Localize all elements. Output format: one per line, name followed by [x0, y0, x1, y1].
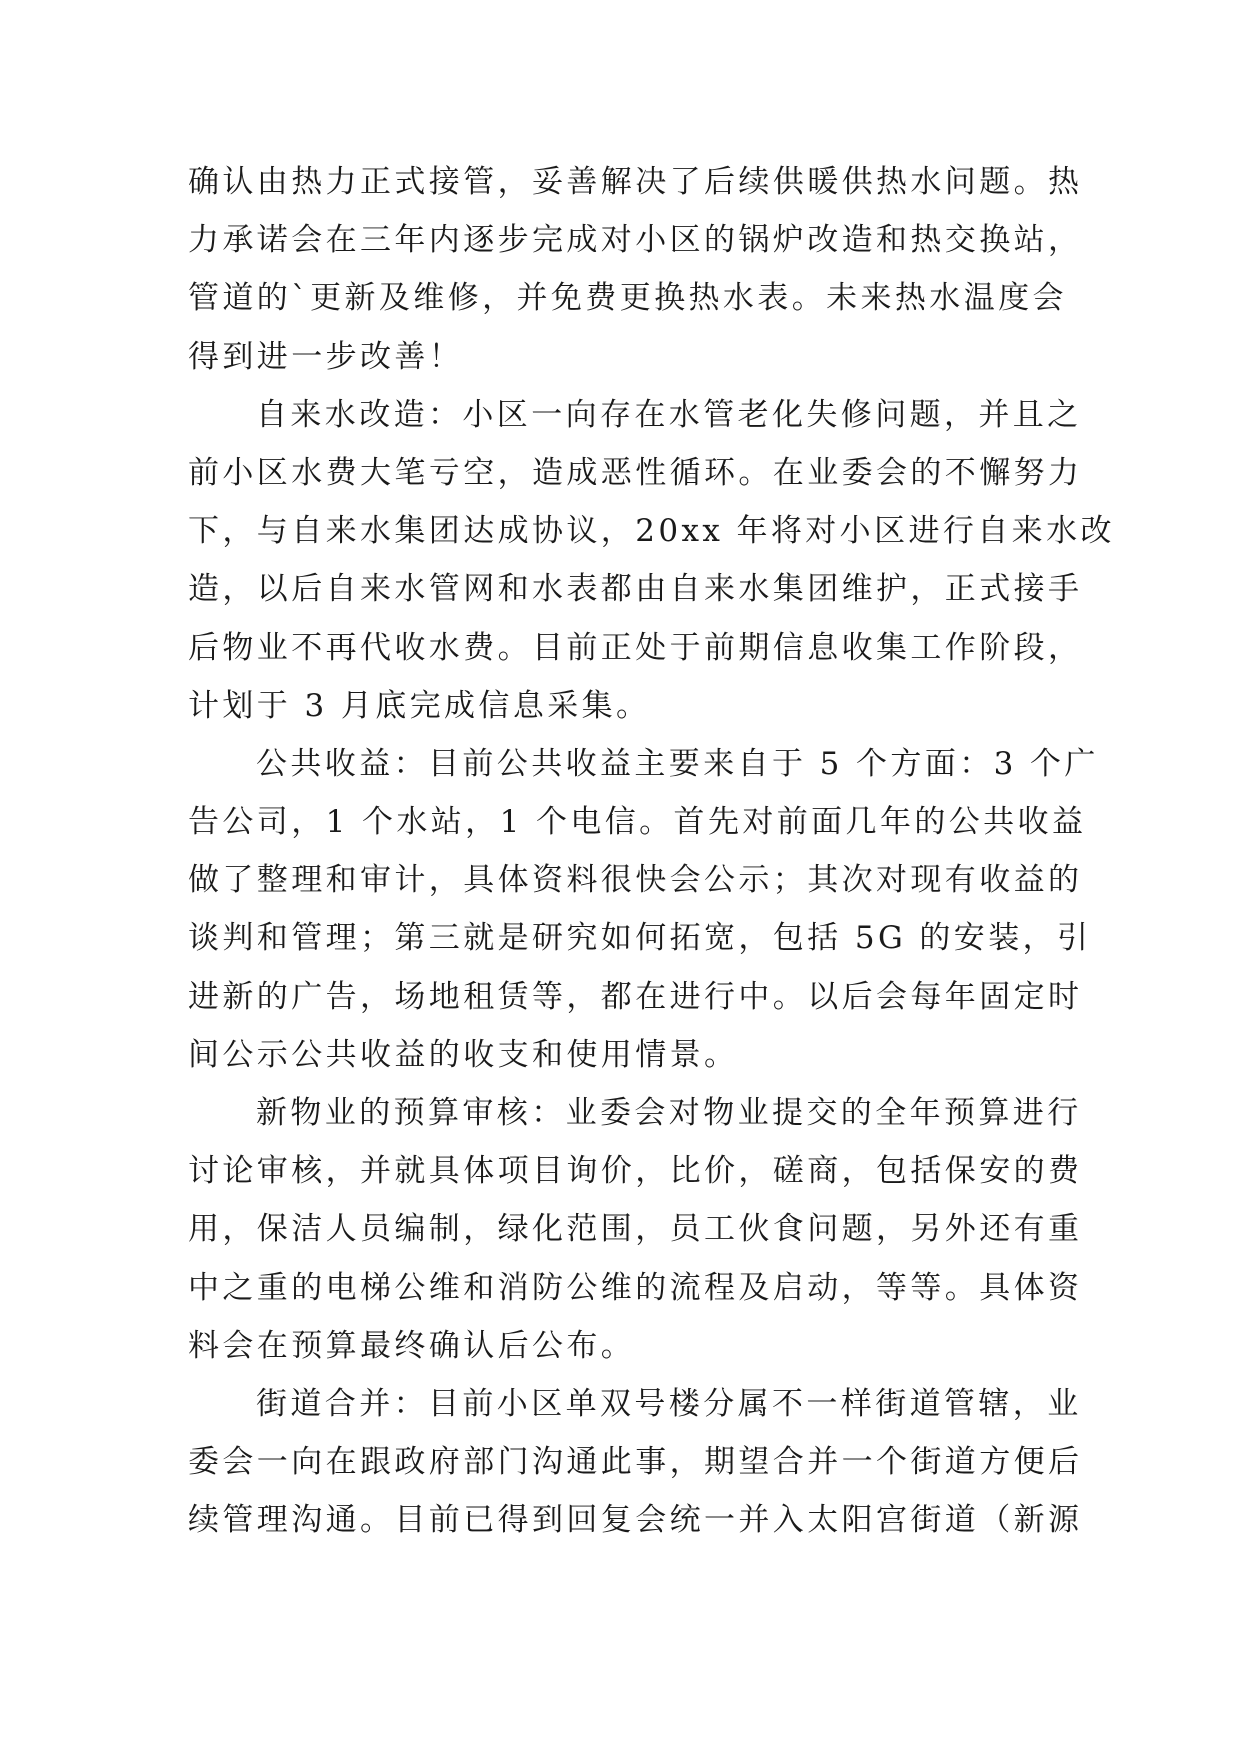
- paragraph-first-line: 公共收益：目前公共收益主要来自于 5 个方面：3 个广: [256, 745, 1099, 782]
- text-line: 续管理沟通。目前已得到回复会统一并入太阳宫街道（新源: [188, 1502, 1083, 1539]
- text-line: 做了整理和审计，具体资料很快会公示；其次对现有收益的: [188, 862, 1083, 899]
- text-line: 确认由热力正式接管，妥善解决了后续供暖供热水问题。热: [188, 164, 1083, 200]
- paragraph-first-line: 街道合并：目前小区单双号楼分属不一样街道管辖，业: [256, 1385, 1082, 1422]
- text-line: 得到进一步改善！: [188, 338, 464, 375]
- text-line: 进新的广告，场地租赁等，都在进行中。以后会每年固定时: [188, 978, 1083, 1015]
- paragraph-first-line: 自来水改造：小区一向存在水管老化失修问题，并且之: [256, 396, 1082, 433]
- document-body: [188, 153, 1115, 1550]
- text-line: 中之重的电梯公维和消防公维的流程及启动，等等。具体资: [188, 1269, 1083, 1306]
- text-line: 计划于 3 月底完成信息采集。: [188, 687, 651, 724]
- text-line: 前小区水费大笔亏空，造成恶性循环。在业委会的不懈努力: [188, 454, 1083, 491]
- paragraph-first-line: 新物业的预算审核：业委会对物业提交的全年预算进行: [256, 1095, 1082, 1131]
- text-line: 用，保洁人员编制，绿化范围，员工伙食问题，另外还有重: [188, 1211, 1083, 1248]
- text-line: 造，以后自来水管网和水表都由自来水集团维护，正式接手: [188, 571, 1083, 608]
- text-line: 力承诺会在三年内逐步完成对小区的锅炉改造和热交换站，: [188, 222, 1083, 259]
- text-line: 料会在预算最终确认后公布。: [188, 1327, 636, 1364]
- text-line: 告公司，1 个水站，1 个电信。首先对前面几年的公共收益: [188, 804, 1087, 841]
- text-line: 后物业不再代收水费。目前正处于前期信息收集工作阶段，: [188, 629, 1083, 666]
- text-line: 管道的`更新及维修，并免费更换热水表。未来热水温度会: [188, 280, 1067, 317]
- text-line: 下，与自来水集团达成协议，20xx 年将对小区进行自来水改: [188, 513, 1115, 550]
- text-line: 谈判和管理；第三就是研究如何拓宽，包括 5G 的安装，引: [188, 920, 1092, 957]
- text-line: 间公示公共收益的收支和使用情景。: [188, 1036, 739, 1073]
- text-line: 讨论审核，并就具体项目询价，比价，磋商，包括保安的费: [188, 1153, 1083, 1190]
- text-line: 委会一向在跟政府部门沟通此事，期望合并一个街道方便后: [188, 1444, 1083, 1481]
